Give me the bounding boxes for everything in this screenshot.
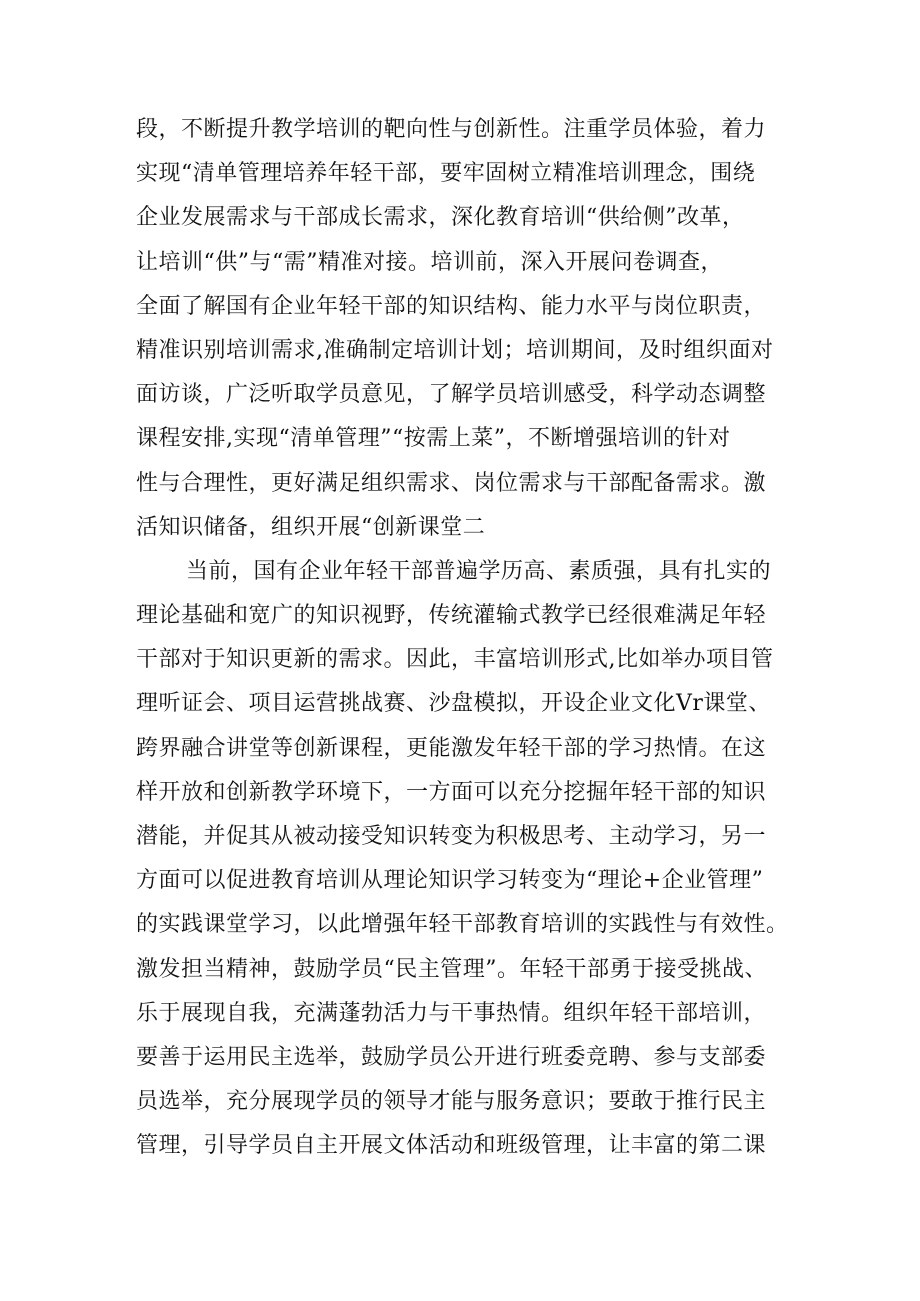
text-line: 面访谈，广泛听取学员意见，了解学员培训感受，科学动态调整 xyxy=(136,382,767,408)
text-line: 课程安排,实现“清单管理”“按需上菜”，不断增强培训的针对 xyxy=(136,426,731,452)
text-line: 全面了解国有企业年轻干部的知识结构、能力水平与岗位职责， xyxy=(136,293,767,319)
text-line: 员选举，充分展现学员的领导才能与服务意识；要敢于推行民主 xyxy=(136,1089,767,1115)
text-line: 性与合理性，更好满足组织需求、岗位需求与干部配备需求。激 xyxy=(136,470,767,496)
body-text xyxy=(136,108,806,1169)
text-line: 干部对于知识更新的需求。因此，丰富培训形式,比如举办项目管 xyxy=(136,647,774,673)
text-line: 让培训“供”与“需”精准对接。培训前，深入开展问卷调查， xyxy=(136,249,723,275)
paragraph-first-line: 当前，国有企业年轻干部普遍学历高、素质强，具有扎实的 xyxy=(186,558,772,584)
text-line: 激发担当精神，鼓励学员“民主管理”。年轻干部勇于接受挑战、 xyxy=(136,956,767,982)
text-line: 企业发展需求与干部成长需求，深化教育培训“供给侧”改革， xyxy=(136,205,745,231)
text-line: 要善于运用民主选举，鼓励学员公开进行班委竞聘、参与支部委 xyxy=(136,1044,767,1070)
text-line: 乐于展现自我，充满蓬勃活力与干事热情。组织年轻干部培训， xyxy=(136,1000,767,1026)
text-line: 实现“清单管理培养年轻干部，要牢固树立精准培训理念，围绕 xyxy=(136,161,756,187)
text-line: 理听证会、项目运营挑战赛、沙盘模拟，开设企业文化Vr课堂、 xyxy=(136,691,771,717)
text-line: 段，不断提升教学培训的靶向性与创新性。注重学员体验，着力 xyxy=(136,117,767,142)
text-line: 方面可以促进教育培训从理论知识学习转变为“理论+企业管理” xyxy=(136,868,764,894)
text-line: 理论基础和宽广的知识视野，传统灌输式教学已经很难满足年轻 xyxy=(136,603,767,629)
text-line: 潜能，并促其从被动接受知识转变为积极思考、主动学习，另一 xyxy=(136,824,767,849)
text-line: 样开放和创新教学环境下，一方面可以充分挖掘年轻干部的知识 xyxy=(136,779,767,805)
text-line: 跨界融合讲堂等创新课程，更能激发年轻干部的学习热情。在这 xyxy=(136,735,767,761)
text-line: 活知识储备，组织开展“创新课堂二 xyxy=(136,514,486,540)
text-line: 管理，引导学员自主开展文体活动和班级管理，让丰富的第二课 xyxy=(136,1133,767,1159)
text-line: 的实践课堂学习，以此增强年轻干部教育培训的实践性与有效性。 xyxy=(136,912,789,938)
text-line: 精准识别培训需求,准确制定培训计划；培训期间，及时组织面对 xyxy=(136,337,774,363)
